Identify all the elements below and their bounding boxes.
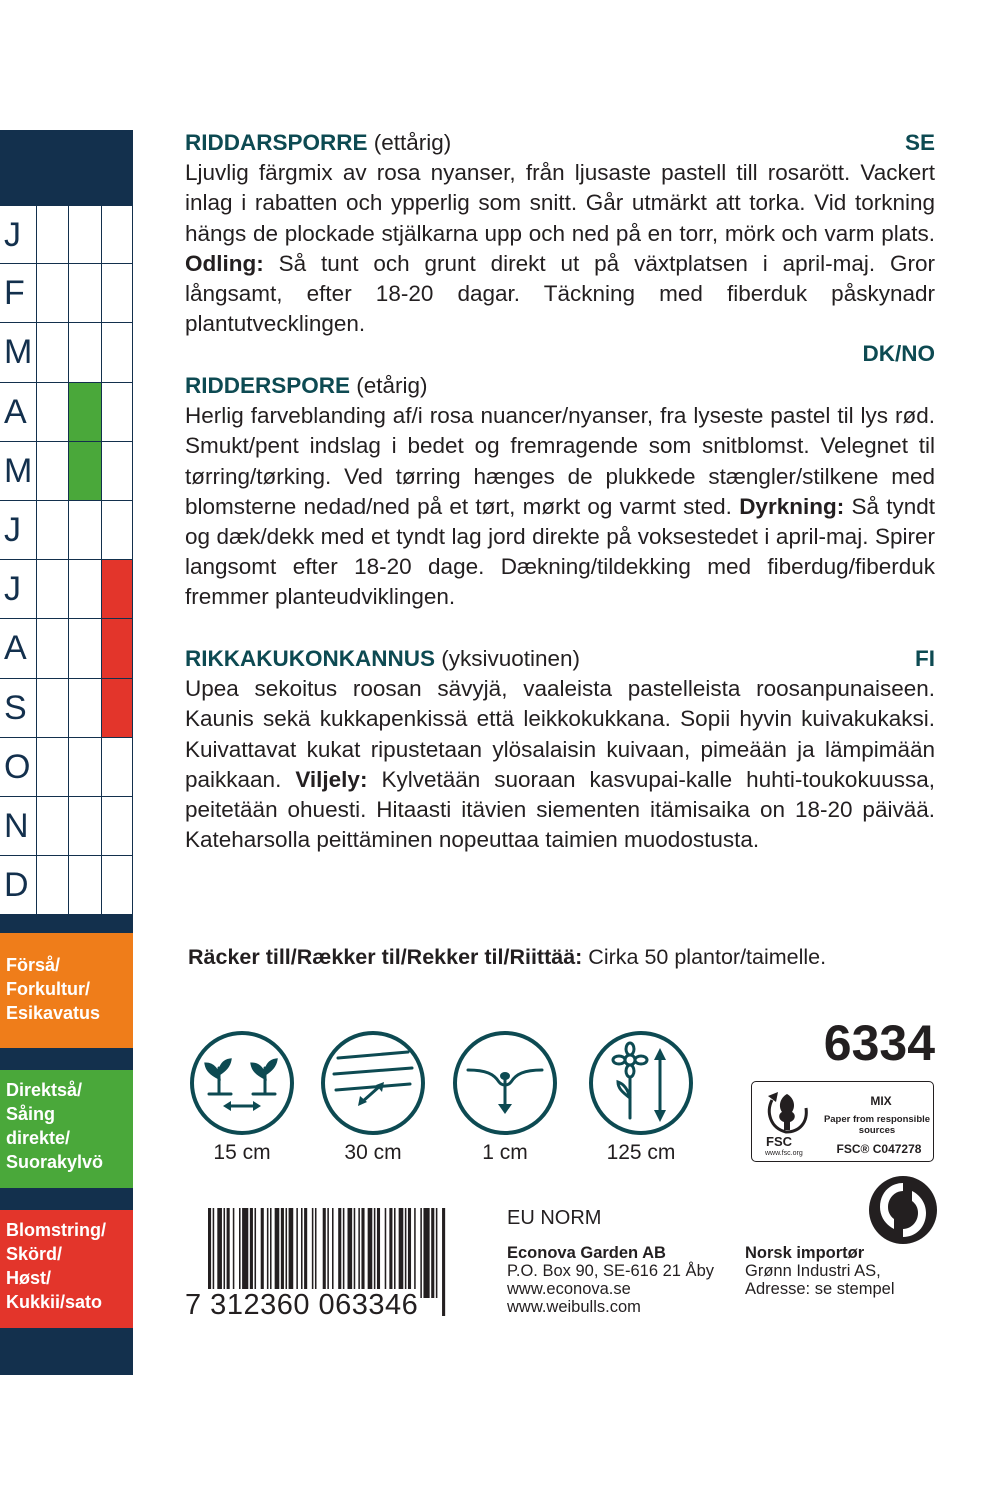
- icon-label: 125 cm: [606, 1141, 676, 1164]
- month-row: [0, 442, 133, 501]
- company-postal: P.O. Box 90, SE-616 21 Åby: [507, 1262, 714, 1280]
- fsc-mix: MIX: [870, 1094, 892, 1108]
- month-letter: F: [4, 274, 25, 313]
- bloom-cell: [101, 501, 133, 559]
- barcode-bar: [414, 1208, 416, 1298]
- legend-bloom: Blomstring/ Skörd/ Høst/ Kukkii/sato: [0, 1210, 133, 1328]
- barcode-bar: [250, 1208, 253, 1298]
- barcode-bar: [348, 1208, 353, 1298]
- barcode-bar: [408, 1208, 411, 1298]
- month-row: [0, 560, 133, 619]
- section-subtitle: (yksivuotinen): [435, 646, 581, 671]
- fsc-tree-icon: [762, 1088, 812, 1136]
- legend-direct-sow: Direktså/ Såing direkte/ Suorakylvö: [0, 1070, 133, 1188]
- importer-title: Norsk importør: [745, 1244, 865, 1262]
- sowing-depth-icon: [452, 1030, 558, 1136]
- month-row: [0, 856, 133, 915]
- importer-address: [745, 1244, 894, 1298]
- calendar-footer-band: [0, 1328, 133, 1375]
- language-code: FI: [915, 646, 935, 671]
- fsc-url: www.fsc.org: [765, 1150, 803, 1157]
- month-row: [0, 501, 133, 560]
- direct-sow-cell: [68, 679, 101, 737]
- plant-spacing-icon: [189, 1030, 295, 1136]
- barcode-bar: [255, 1208, 257, 1298]
- month-row: [0, 797, 133, 856]
- yield-label: Räcker till/Rækker til/Rekker til/Riittää:: [188, 945, 583, 969]
- section-title: RIKKAKUKONKANNUS: [185, 646, 435, 671]
- month-row: [0, 264, 133, 323]
- barcode-bar: [275, 1208, 280, 1298]
- barcode-bar: [442, 1208, 445, 1316]
- importer-name: Grønn Industri AS,: [745, 1262, 881, 1280]
- barcode-bar: [270, 1208, 272, 1298]
- section-se: [185, 128, 935, 339]
- bloom-cell: [101, 797, 133, 855]
- barcode-bar: [405, 1208, 407, 1298]
- direct-sow-cell: [68, 560, 101, 618]
- month-row: [0, 323, 133, 382]
- barcode-bar: [312, 1208, 314, 1298]
- barcode-bar: [286, 1208, 288, 1298]
- bloom-cell: [101, 206, 133, 263]
- barcode-bar: [374, 1208, 376, 1298]
- barcode-bar: [377, 1208, 380, 1298]
- pre-sow-cell: [36, 560, 68, 618]
- section-body: Herlig farveblanding af/i rosa nuancer/nyanser, fra lyseste pastel til lys rød. Smukt/pent indslag i bedet og fremragende som snitblomst. Velegnet til tørring/tørking. Ved tørring hænges de plukkede stængler/stilkene med blomsterne nedad/ned på et tørt, mørkt og varmt sted. Dyrkning: Så tyndt og dæk/dekk med et tyndt lag jord direkte på voksestedet i april-maj. Spirer langsomt efter 18-20 dage. Dækning/tildekking med fiberdug/fiberduk fremmer planteudviklingen.: [185, 403, 935, 610]
- calendar-divider-band: [0, 1048, 133, 1070]
- barcode-bar: [289, 1208, 294, 1298]
- pre-sow-cell: [36, 619, 68, 677]
- fsc-word: FSC: [766, 1134, 792, 1149]
- month-letter: D: [4, 866, 29, 905]
- bloom-cell: [101, 856, 133, 914]
- fsc-paper: Paper from responsible sources: [823, 1114, 931, 1136]
- barcode-bar: [420, 1208, 422, 1298]
- barcode-bar: [399, 1208, 404, 1298]
- barcode-bar: [227, 1208, 230, 1298]
- product-code: 6334: [823, 1015, 935, 1071]
- barcode-bar: [431, 1208, 434, 1298]
- barcode-bar: [423, 1208, 429, 1298]
- section-subtitle: (etårig): [350, 373, 428, 398]
- direct-sow-cell: [68, 264, 101, 322]
- company-name: Econova Garden AB: [507, 1244, 666, 1262]
- icon-label: 1 cm: [482, 1141, 528, 1164]
- bloom-cell: [101, 442, 133, 500]
- barcode-digits: 7 312360 063346: [185, 1289, 419, 1321]
- month-letter: A: [4, 629, 27, 668]
- section-dk: [185, 371, 935, 613]
- barcode-bar: [224, 1208, 226, 1298]
- barcode-bar: [361, 1208, 364, 1298]
- barcode-bar: [394, 1208, 396, 1298]
- direct-sow-cell: [68, 442, 101, 500]
- barcode-bar: [242, 1208, 248, 1298]
- month-row: [0, 205, 133, 264]
- direct-sow-cell: [68, 383, 101, 441]
- barcode-bar: [281, 1208, 284, 1298]
- barcode-bar: [368, 1208, 373, 1298]
- pre-sow-cell: [36, 323, 68, 381]
- month-letter: S: [4, 688, 27, 727]
- pre-sow-cell: [36, 856, 68, 914]
- row-spacing-icon: [320, 1030, 426, 1136]
- fsc-logo: [751, 1081, 934, 1162]
- month-row: [0, 738, 133, 797]
- bloom-cell: [101, 619, 133, 677]
- barcode-bar: [261, 1208, 264, 1298]
- month-letter: N: [4, 806, 29, 845]
- section-fi: [185, 644, 935, 855]
- pre-sow-cell: [36, 264, 68, 322]
- pre-sow-cell: [36, 679, 68, 737]
- month-row: [0, 383, 133, 442]
- barcode-bar: [385, 1208, 387, 1298]
- barcode-bar: [389, 1208, 392, 1298]
- calendar-divider-band: [0, 1188, 133, 1210]
- legend-pre-sow: Förså/ Forkultur/ Esikavatus: [0, 933, 133, 1048]
- barcode-bar: [338, 1208, 341, 1298]
- fsc-license: FSC® C047278: [836, 1142, 922, 1156]
- direct-sow-cell: [68, 619, 101, 677]
- month-letter: M: [4, 451, 33, 490]
- barcode-bar: [358, 1208, 360, 1298]
- barcode-bar: [436, 1208, 438, 1298]
- barcode-bar: [304, 1208, 307, 1298]
- direct-sow-cell: [68, 738, 101, 796]
- barcode-bar: [343, 1208, 345, 1298]
- month-row: [0, 679, 133, 738]
- month-letter: J: [4, 510, 21, 549]
- barcode-bar: [217, 1208, 222, 1298]
- company-web[interactable]: www.econova.se: [507, 1280, 631, 1298]
- company-address: [507, 1244, 714, 1316]
- bloom-cell: [101, 383, 133, 441]
- section-subtitle: (ettårig): [367, 130, 452, 155]
- barcode-bar: [323, 1208, 326, 1298]
- bloom-cell: [101, 323, 133, 381]
- barcode-bar: [301, 1208, 303, 1298]
- pre-sow-cell: [36, 442, 68, 500]
- pre-sow-cell: [36, 797, 68, 855]
- pre-sow-cell: [36, 206, 68, 263]
- month-letter: A: [4, 392, 27, 431]
- month-grid: [0, 205, 133, 915]
- icon-label: 15 cm: [213, 1141, 271, 1164]
- calendar-divider-band: [0, 915, 133, 933]
- direct-sow-cell: [68, 856, 101, 914]
- month-letter: O: [4, 747, 31, 786]
- month-letter: M: [4, 333, 33, 372]
- direct-sow-cell: [68, 206, 101, 263]
- barcode-bar: [267, 1208, 269, 1298]
- sowing-calendar: [0, 130, 133, 1375]
- section-body: Upea sekoitus roosan sävyjä, vaaleista pastelleista roosanpunaiseen. Kaunis sekä kukkapenkissä että leikkokukkana. Sopii hyvin kuivakukaksi. Kuivattavat kukat ripustetaan ylösalaisin kuivaan, pimeään ja lämpimään paikkaan. Viljely: Kylvetään suoraan kasvupai-kalle huhti-toukokuussa, peitetään ohuesti. Hitaasti itävien siementen itämisaika on 18-20 päivää. Kateharsolla peittäminen nopeuttaa taimien muodostusta.: [185, 676, 935, 853]
- barcode-bar: [354, 1208, 356, 1298]
- language-code: DK/NO: [862, 341, 935, 366]
- barcode-bar: [239, 1208, 241, 1298]
- yield-value: Cirka 50 plantor/taimelle.: [582, 945, 827, 969]
- barcode-bar: [296, 1208, 298, 1298]
- yield-info: [188, 945, 826, 970]
- section-title: RIDDERSPORE: [185, 373, 351, 398]
- calendar-header-band: [0, 130, 133, 205]
- pre-sow-cell: [36, 738, 68, 796]
- company-web[interactable]: www.weibulls.com: [507, 1298, 641, 1316]
- bloom-cell: [101, 264, 133, 322]
- section-title: RIDDARSPORRE: [185, 130, 368, 155]
- bloom-cell: [101, 560, 133, 618]
- pre-sow-cell: [36, 383, 68, 441]
- eu-norm: EU NORM: [507, 1207, 602, 1229]
- direct-sow-cell: [68, 501, 101, 559]
- pre-sow-cell: [36, 501, 68, 559]
- language-code: SE: [904, 130, 935, 155]
- direct-sow-cell: [68, 797, 101, 855]
- bloom-cell: [101, 738, 133, 796]
- section-body: Ljuvlig färgmix av rosa nyanser, från ljusaste pastell till rosarött. Vackert inlag i rabatten och ypperlig som snitt. Går utmärkt att torka. Vid torkning hängs de plockade stjälkarna upp och ned på en torr, mörk och varm plats. Odling: Så tunt och grunt direkt ut på växtplatsen i april-maj. Gror långsamt, efter 18-20 dagar. Täckning med fiberduk påskynadr plantutvecklingen.: [185, 160, 935, 337]
- month-letter: J: [4, 570, 21, 609]
- bloom-cell: [101, 679, 133, 737]
- plant-height-icon: [588, 1030, 694, 1136]
- month-row: [0, 619, 133, 678]
- importer-postal: Adresse: se stempel: [745, 1280, 895, 1298]
- barcode-bar: [233, 1208, 235, 1298]
- direct-sow-cell: [68, 323, 101, 381]
- icon-label: 30 cm: [344, 1141, 402, 1164]
- month-letter: J: [4, 216, 21, 254]
- barcode-bar: [315, 1208, 317, 1298]
- green-dot-recycle-icon: [868, 1175, 938, 1245]
